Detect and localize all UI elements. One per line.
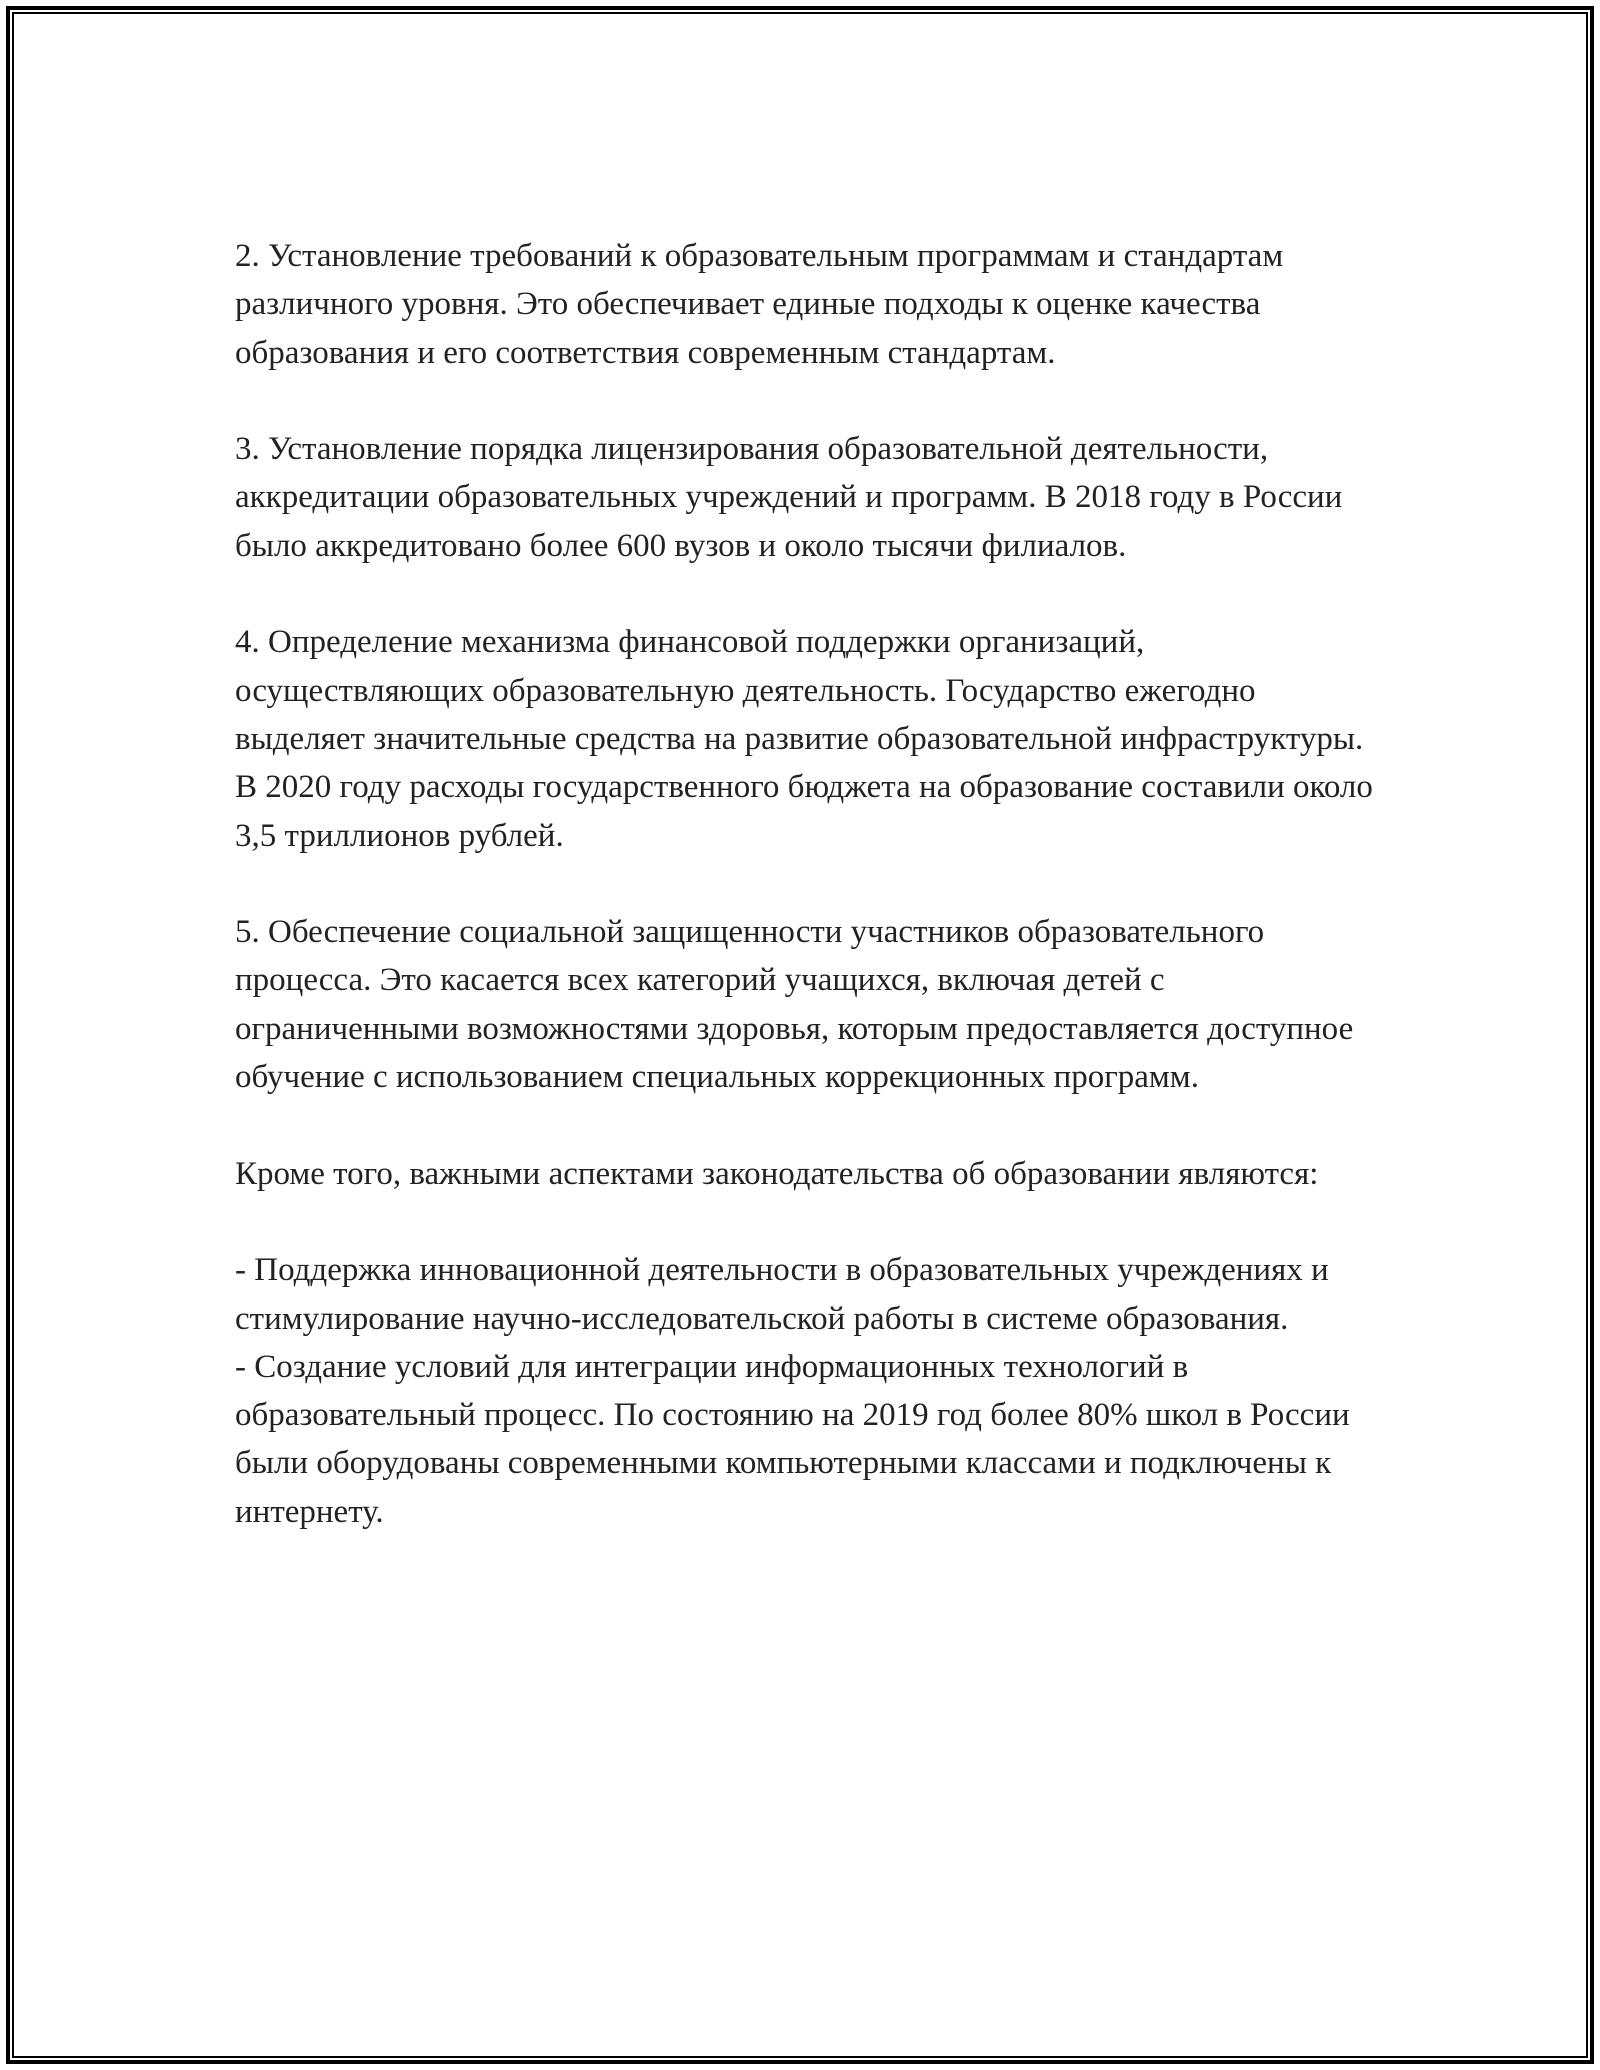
paragraph-item-2: 2. Установление требований к образовательным программам и стандартам различного уровня. Это обеспечивает единые подходы к оценке качества образования и его соответствия современным стандартам. — [235, 238, 1284, 371]
paragraph-item-5: 5. Обеспечение социальной защищенности участников образовательного процесса. Это касается всех категорий учащихся, включая детей с ограниченными возможностями здоровья, которым предоставляется доступное обучение с использованием специальных коррекционных программ. — [235, 914, 1354, 1096]
paragraph-item-3: 3. Установление порядка лицензирования образовательной деятельности, аккредитации образовательных учреждений и программ. В 2018 году в России было аккредитовано более 600 вузов и около тысячи филиалов. — [235, 431, 1343, 564]
list-item: - Поддержка инновационной деятельности в образовательных учреждениях и стимулирование научно-исследовательской работы в системе образования. — [235, 1252, 1329, 1337]
aspects-list — [235, 1246, 1375, 1536]
document-body — [235, 232, 1375, 1536]
list-item: - Создание условий для интеграции информационных технологий в образовательный процесс. По состоянию на 2019 год более 80% школ в России были оборудованы современными компьютерными классами и подключены к интернету. — [235, 1348, 1350, 1530]
paragraph-item-4: 4. Определение механизма финансовой поддержки организаций, осуществляющих образовательную деятельность. Государство ежегодно выделяет значительные средства на развитие образовательной инфраструктуры. В 2020 году расходы государственного бюджета на образование составили около 3,5 триллионов рублей. — [235, 624, 1373, 854]
paragraph-intro-aspects: Кроме того, важными аспектами законодательства об образовании являются: — [235, 1155, 1319, 1192]
